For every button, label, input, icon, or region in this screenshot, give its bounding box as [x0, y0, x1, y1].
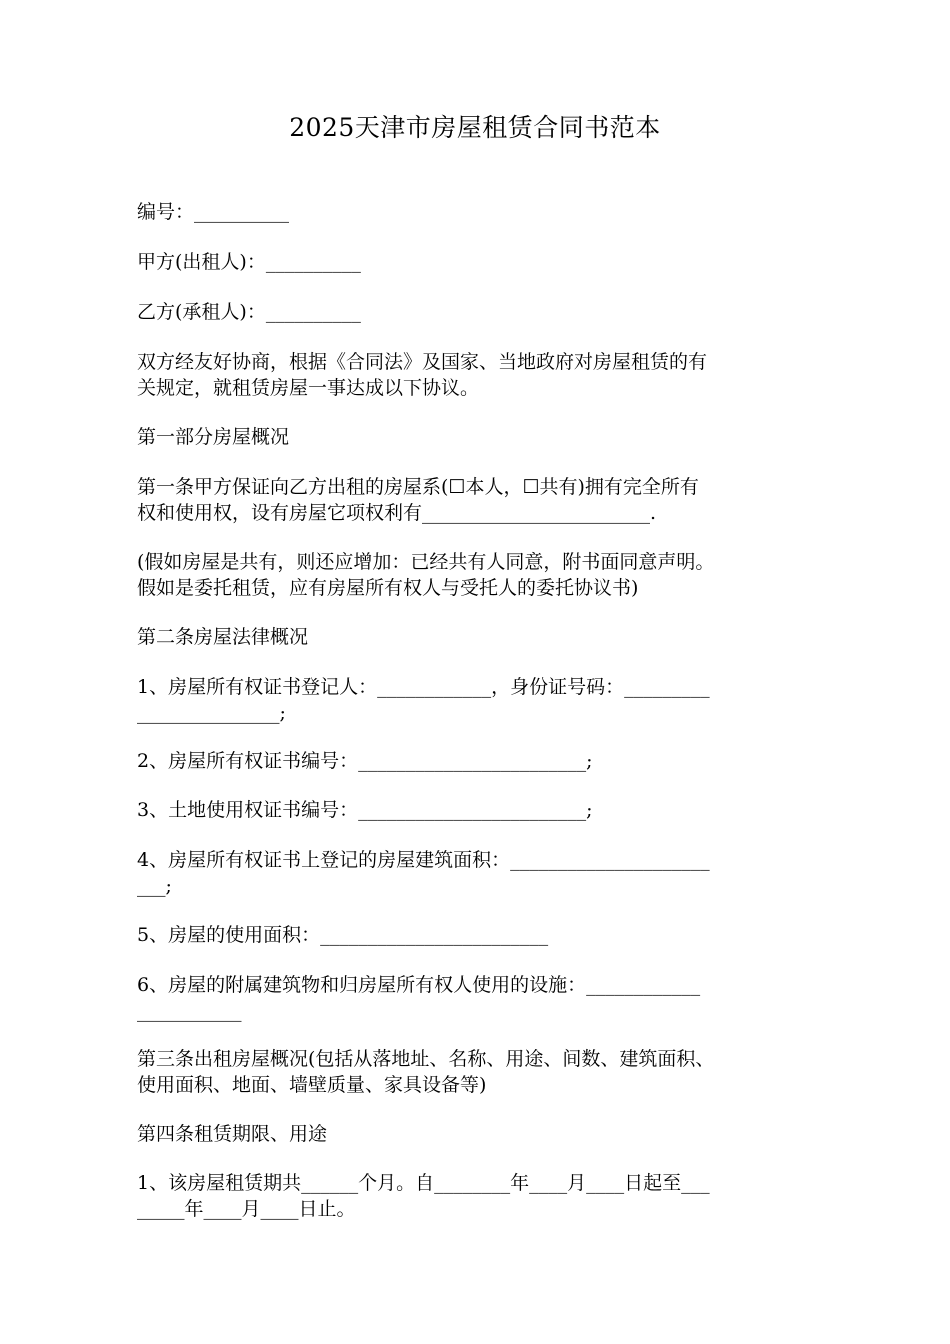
- preamble-line-1: 双方经友好协商，根据《合同法》及国家、当地政府对房屋租赁的有: [137, 351, 708, 373]
- lease-term-line-2: _____年____月____日止。: [137, 1198, 356, 1220]
- item-4-line-2: ___;: [137, 875, 172, 897]
- article-three-line-1: 第三条出租房屋概况(包括从落地址、名称、用途、间数、建筑面积、: [137, 1048, 715, 1070]
- item-6-line-2: ___________: [137, 1000, 242, 1022]
- item-4-line-1: 4、房屋所有权证书上登记的房屋建筑面积：_____________________: [137, 849, 710, 871]
- note-line-2: 假如是委托租赁，应有房屋所有权人与受托人的委托协议书): [137, 577, 639, 599]
- article-three-line-2: 使用面积、地面、墙壁质量、家具设备等): [137, 1074, 487, 1096]
- item-5-line: 5、房屋的使用面积：________________________: [137, 924, 549, 946]
- item-1-line-1: 1、房屋所有权证书登记人：____________，身份证号码：_________: [137, 676, 710, 698]
- article-four-heading: 第四条租赁期限、用途: [137, 1123, 328, 1145]
- party-a-line: 甲方(出租人)：__________: [137, 251, 361, 273]
- item-1-line-2: _______________;: [137, 702, 286, 724]
- document-title: 2025天津市房屋租赁合同书范本: [289, 113, 661, 142]
- item-2-line: 2、房屋所有权证书编号：________________________;: [137, 750, 593, 772]
- note-line-1: (假如房屋是共有，则还应增加：已经共有人同意，附书面同意声明。: [137, 551, 715, 573]
- lease-term-line-1: 1、该房屋租赁期共______个月。自________年____月____日起至___: [137, 1172, 710, 1194]
- item-3-line: 3、土地使用权证书编号：________________________;: [137, 799, 593, 821]
- article-one-line-1: 第一条甲方保证向乙方出租的房屋系(☐本人，☐共有)拥有完全所有: [137, 476, 699, 498]
- part-one-heading: 第一部分房屋概况: [137, 426, 290, 448]
- article-one-line-2: 权和使用权，设有房屋它项权利有________________________.: [137, 502, 657, 524]
- article-two-heading: 第二条房屋法律概况: [137, 626, 309, 648]
- preamble-line-2: 关规定，就租赁房屋一事达成以下协议。: [137, 377, 480, 399]
- contract-number-line: 编号：__________: [137, 201, 290, 223]
- item-6-line-1: 6、房屋的附属建筑物和归房屋所有权人使用的设施：____________: [137, 974, 701, 996]
- party-b-line: 乙方(承租人)：__________: [137, 301, 361, 323]
